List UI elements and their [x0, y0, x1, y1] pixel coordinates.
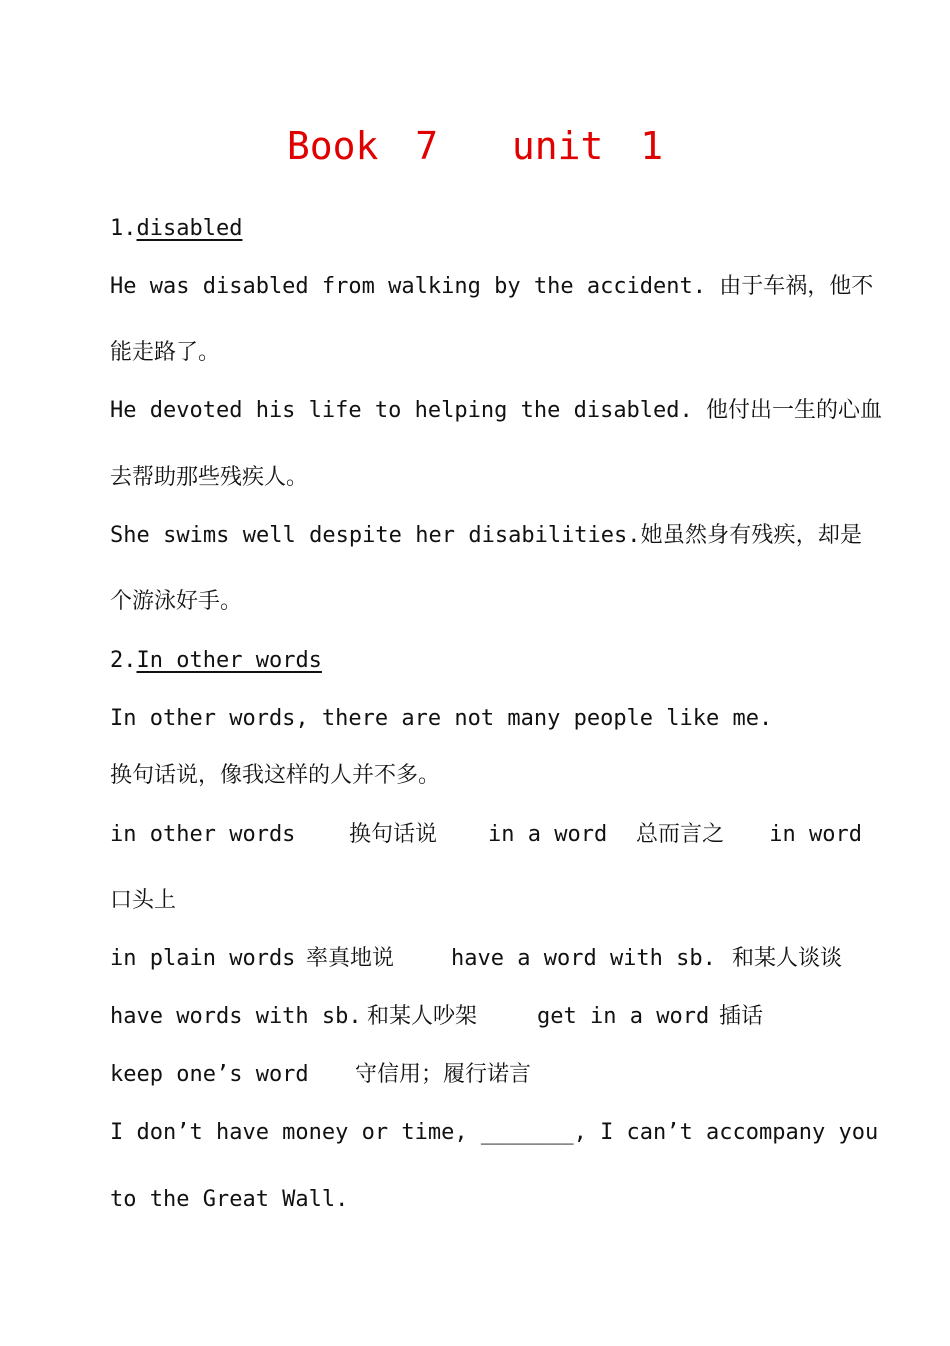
- phrase-en: in word: [769, 822, 862, 847]
- phrase-en: have a word with sb.: [451, 946, 716, 971]
- phrase-en: in plain words: [110, 946, 296, 971]
- section-number: 1.: [110, 216, 137, 241]
- example-line: He devoted his life to helping the disabled. 他付出一生的心血: [110, 398, 883, 423]
- phrase-zh: 总而言之: [636, 822, 725, 847]
- section-2-heading: [110, 646, 862, 676]
- phrase-zh: 插话: [719, 1004, 764, 1029]
- phrase-en: get in a word: [537, 1004, 710, 1029]
- page-title: Book 7 unit 1: [286, 124, 664, 168]
- example-line: She swims well despite her disabilities.她虽然身有残疾，却是: [110, 523, 862, 548]
- phrase-zh: 和某人谈谈: [732, 946, 843, 971]
- phrase-en: have words with sb.: [110, 1004, 362, 1029]
- phrase-zh: 口头上: [110, 888, 177, 913]
- example-line: 能走路了。: [110, 340, 221, 365]
- exercise-line: I don’t have money or time, _______, I can’t accompany you: [110, 1120, 879, 1145]
- phrase-zh: 和某人吵架: [367, 1004, 478, 1029]
- example-line: 个游泳好手。: [110, 589, 243, 614]
- phrase-en: keep one’s word: [110, 1062, 309, 1087]
- phrase-zh: 换句话说: [349, 822, 438, 847]
- example-line: 去帮助那些残疾人。: [110, 465, 309, 490]
- phrase-zh: 守信用；履行诺言: [355, 1062, 532, 1087]
- example-line: He was disabled from walking by the accident. 由于车祸，他不: [110, 274, 874, 299]
- example-line: In other words, there are not many people like me.: [110, 706, 773, 731]
- exercise-line: to the Great Wall.: [110, 1187, 349, 1212]
- phrase-zh: 率真地说: [306, 946, 395, 971]
- section-heading-text: disabled: [136, 216, 243, 241]
- example-line: 换句话说，像我这样的人并不多。: [110, 763, 441, 788]
- section-heading-text: In other words: [136, 648, 322, 673]
- phrase-en: in a word: [488, 822, 608, 847]
- phrase-en: in other words: [110, 822, 296, 847]
- section-1-heading: [110, 214, 862, 244]
- section-number: 2.: [110, 648, 137, 673]
